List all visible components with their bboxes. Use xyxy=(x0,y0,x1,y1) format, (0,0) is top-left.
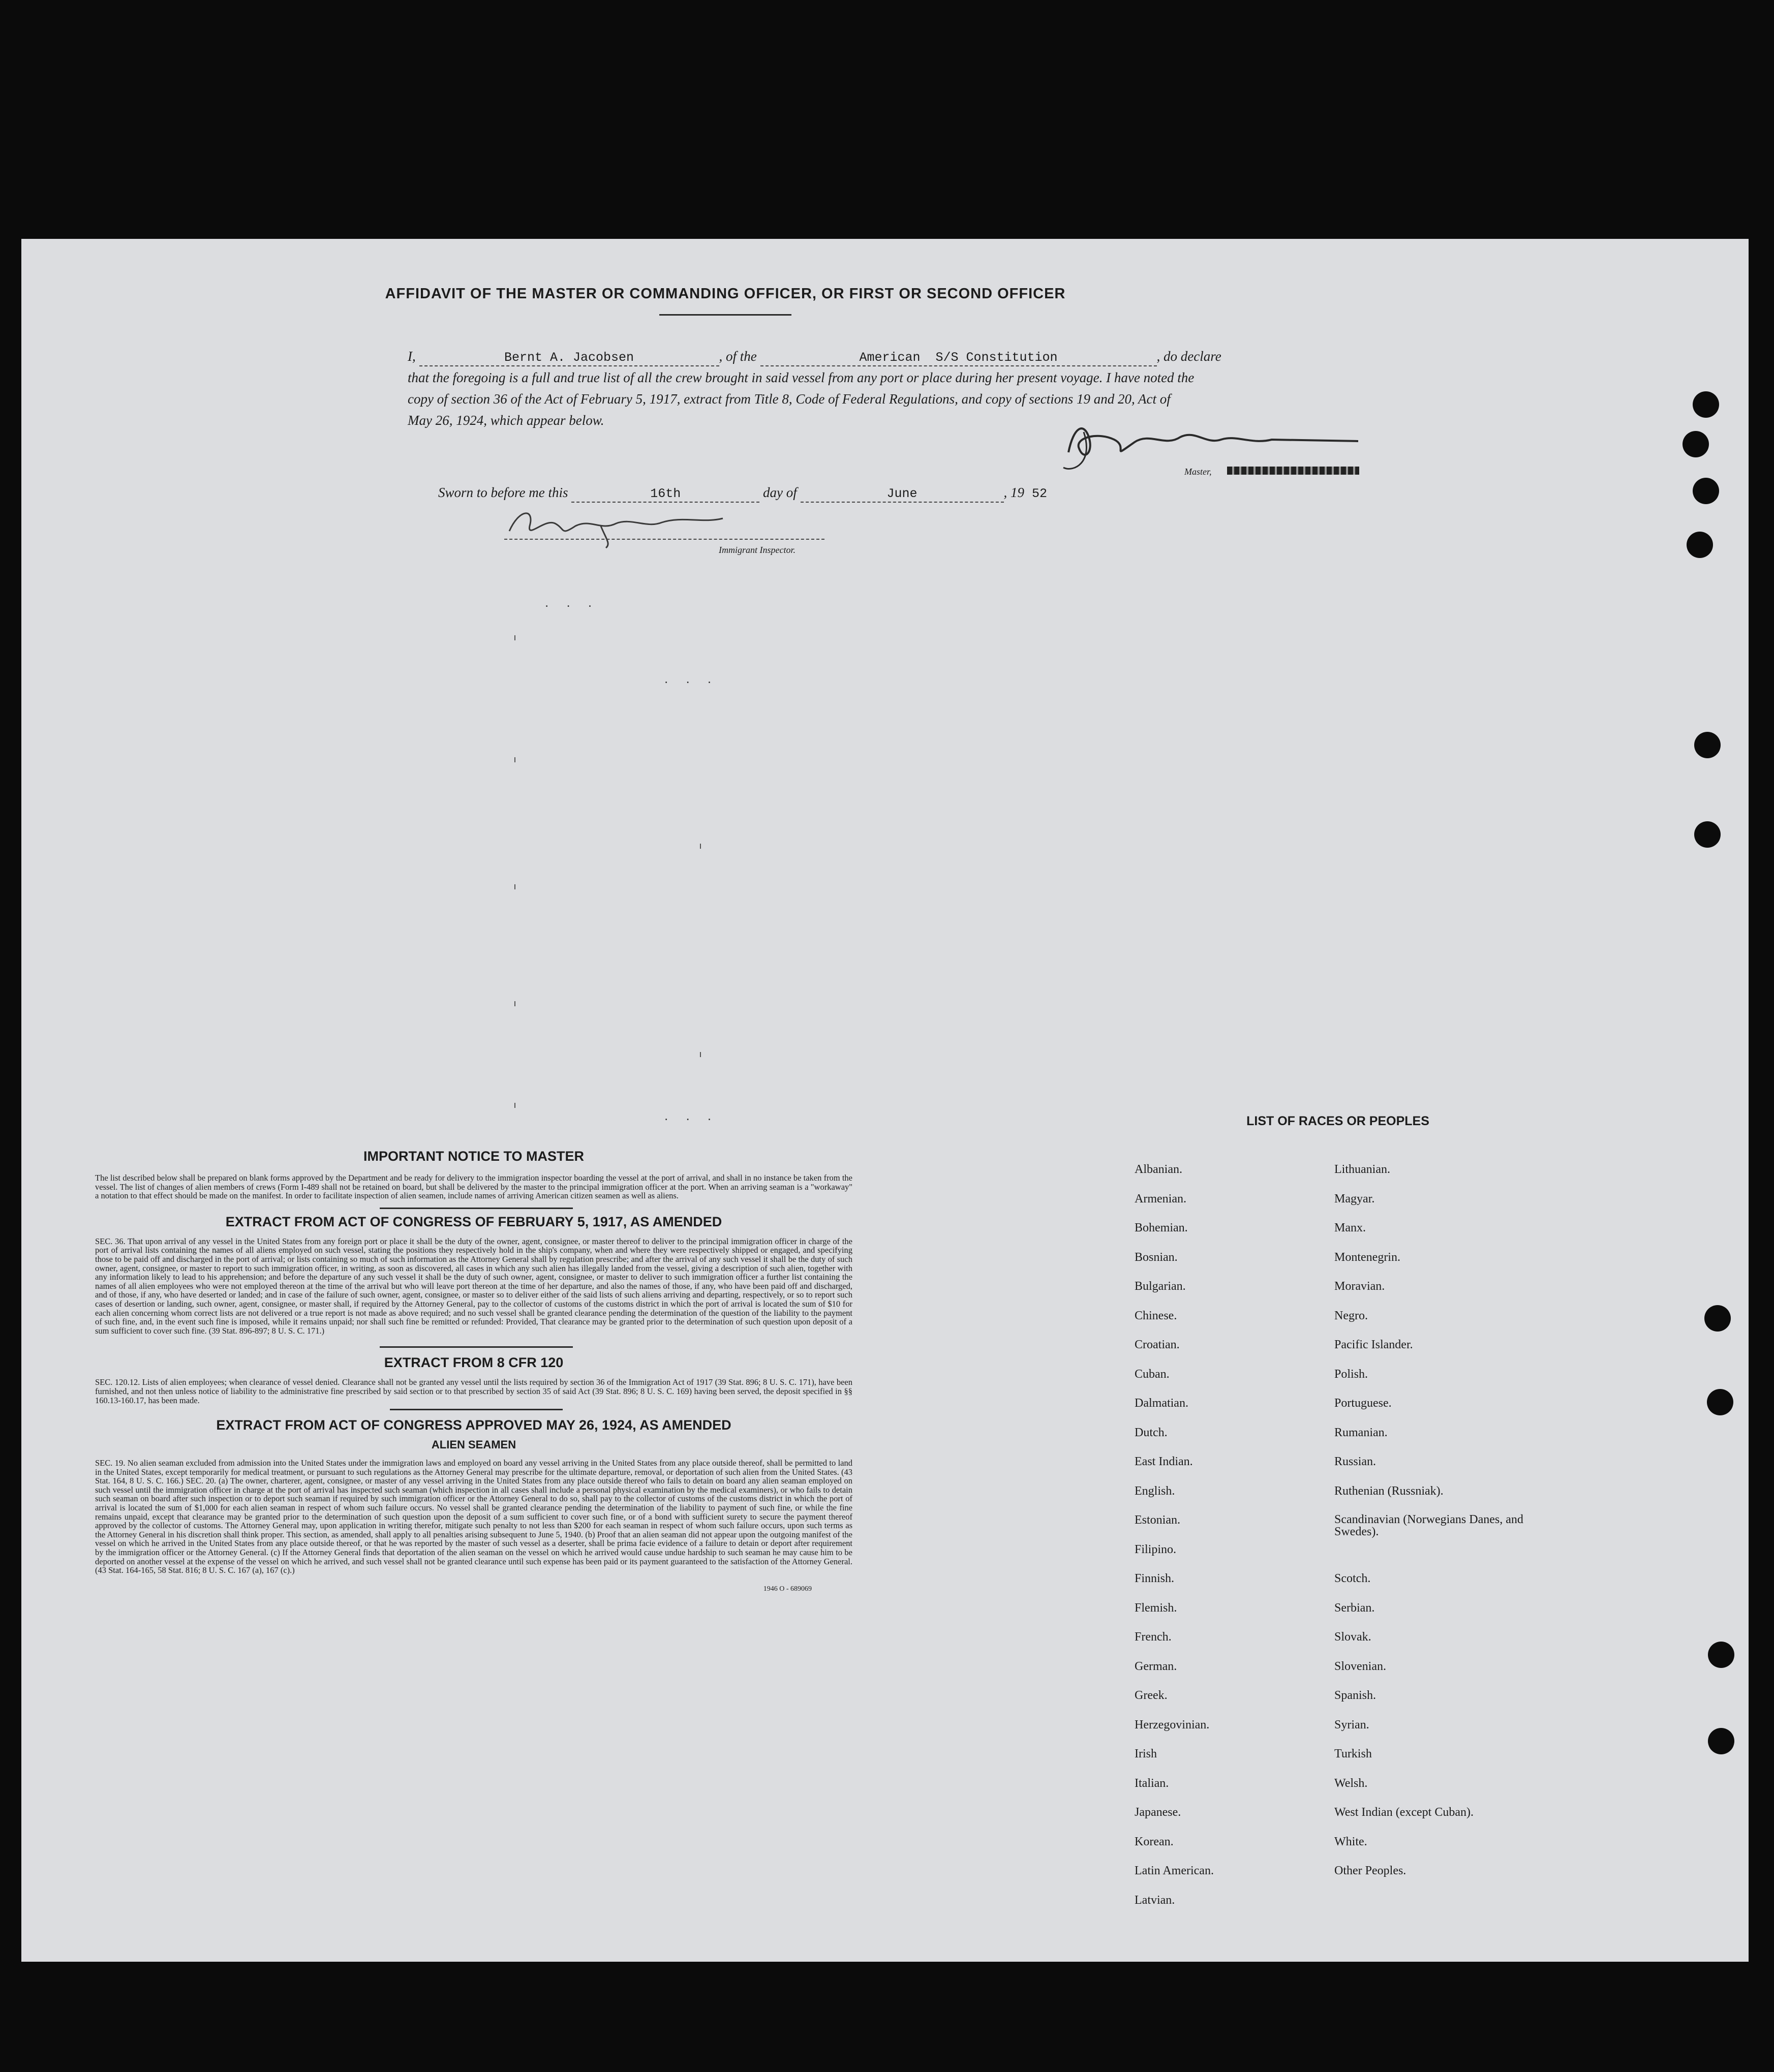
declaration-line-4: May 26, 1924, which appear below. xyxy=(408,413,604,428)
race-left-item: Finnish. xyxy=(1135,1572,1175,1585)
filler-tick xyxy=(514,1103,515,1108)
vessel-name: S/S Constitution xyxy=(935,350,1058,365)
race-right-item: Scandinavian (Norwegians Danes, and Swedes). xyxy=(1334,1513,1523,1538)
race-left-item: German. xyxy=(1135,1659,1177,1673)
extract1-title: EXTRACT FROM ACT OF CONGRESS OF FEBRUARY 5, 1917, AS AMENDED xyxy=(225,1214,722,1229)
filler-tick xyxy=(514,1001,515,1006)
race-right-item: Polish. xyxy=(1334,1367,1368,1381)
race-right-item: West Indian (except Cuban). xyxy=(1334,1806,1474,1819)
race-left-item: Filipino. xyxy=(1135,1542,1177,1556)
notice-rule xyxy=(380,1208,573,1209)
race-left-item: Herzegovinian. xyxy=(1135,1718,1210,1731)
year-prefix: , 19 xyxy=(1003,485,1024,500)
binder-hole xyxy=(1693,478,1719,504)
declaration-line-1 xyxy=(408,346,1389,367)
races-title: LIST OF RACES OR PEOPLES xyxy=(1246,1114,1429,1128)
filler-tick xyxy=(700,844,701,849)
month-field: June xyxy=(801,486,1004,503)
binder-hole xyxy=(1707,1389,1733,1415)
race-right-item: Portuguese. xyxy=(1334,1397,1392,1410)
form-title: AFFIDAVIT OF THE MASTER OR COMMANDING OFFICER, OR FIRST OR SECOND OFFICER xyxy=(385,286,1066,302)
race-right-item: Manx. xyxy=(1334,1221,1366,1234)
race-left-item: Latin American. xyxy=(1135,1864,1214,1877)
race-right-item: Spanish. xyxy=(1334,1689,1377,1702)
binder-hole xyxy=(1687,532,1713,558)
race-left-item: Croatian. xyxy=(1135,1338,1180,1351)
race-left-item: English. xyxy=(1135,1484,1175,1498)
race-right-item: Lithuanian. xyxy=(1334,1163,1390,1176)
race-left-item: Italian. xyxy=(1135,1776,1169,1790)
binder-hole xyxy=(1704,1305,1731,1332)
binder-hole xyxy=(1694,732,1721,758)
declaration-line-3: copy of section 36 of the Act of February 5, 1917, extract from Title 8, Code of Federal Regulations, and copy of sections 19 and 20, Act of xyxy=(408,391,1171,407)
race-left-item: Bulgarian. xyxy=(1135,1280,1186,1293)
day-of-label: day of xyxy=(763,485,797,500)
sworn-line xyxy=(438,482,1150,503)
extract3-title: EXTRACT FROM ACT OF CONGRESS APPROVED MAY 26, 1924, AS AMENDED xyxy=(216,1417,731,1433)
race-left-item: Flemish. xyxy=(1135,1601,1177,1615)
declaration-line-2: that the foregoing is a full and true list of all the crew brought in said vessel from any port or place during her present voyage. I have noted the xyxy=(408,370,1195,385)
race-left-item: Korean. xyxy=(1135,1835,1174,1848)
title-underline xyxy=(659,314,791,316)
extract1-rule xyxy=(380,1346,573,1348)
race-right-item: White. xyxy=(1334,1835,1367,1848)
race-left-item: Dutch. xyxy=(1135,1426,1168,1439)
extract1-text: SEC. 36. That upon arrival of any vessel in the United States from any foreign port or place it shall be the duty of the owner, agent, consignee, or master thereof to deliver to the principal immigration officer in charge of the port of arrival lists containing the names of all aliens employed on such vessel, stating the positions they respectively hold in the ship's company, when and where they were respectively shipped or engaged, and specifying those to be paid off and discharged in the port of arrival; or lists containing so much of such information as the Attorney General shall by regulation prescribe; and after the arrival of any such vessel it shall be the duty of such owner, agent, consignee, or master to report to such immigration officer, in writing, as soon as discovered, all cases in which any such alien has illegally landed from the vessel, giving a description of such alien, together with any information likely to lead to his apprehension; and before the departure of any such vessel it shall be the duty of such owner, agent, consignee, or master to deliver to such immigration officer a further list containing the names of all alien employees who were not employed thereon at the time of the arrival but who will leave port thereon at the time of her departure, and also the names of those, if any, who have been paid off and discharged, and of those, if any, who have deserted or landed; and in case of the failure of such owner, agent, consignee, or master so to deliver either of the said lists of such aliens arriving and departing, respectively, or so to report such cases of desertion or landing, such owner, agent, consignee, or master shall, if required by the Attorney General, pay to the collector of customs of the customs district in which the port of arrival is located the sum of $10 for each alien concerning whom correct lists are not delivered or a true report is not made as above required; and no such vessel shall be granted clearance pending the determination of the question of the liability to the payment of such fine, and, in the event such fine is imposed, while it remains unpaid; nor shall such fine be remitted or refunded: Provided, That clearance may be granted prior to the determination of such question upon deposit of a sum sufficient to cover such fine. (39 Stat. 896-897; 8 U. S. C. 171.) xyxy=(95,1236,852,1336)
race-left-item: Bosnian. xyxy=(1135,1250,1178,1264)
race-left-item: Chinese. xyxy=(1135,1309,1177,1322)
race-right-item: Moravian. xyxy=(1334,1280,1385,1293)
filler-tick xyxy=(514,757,515,762)
extract2-text: SEC. 120.12. Lists of alien employees; when clearance of vessel denied. Clearance shall not be granted any vessel until the lists required by section 36 of the Immigration Act of 1917 (39 Stat. 896; 8 U. S. C. 171), have been furnished, and not then unless notice of liability to the administrative fine prescribed by said section or to that prescribed by section 35 of said Act (39 Stat. 896; 8 U. S. C. 169) having been served, the deposit specified in §§ 160.13-160.17, has been made. xyxy=(95,1377,852,1405)
vessel-field xyxy=(760,350,1157,366)
race-right-item: Other Peoples. xyxy=(1334,1864,1406,1877)
race-right-item: Negro. xyxy=(1334,1309,1368,1322)
extract3-subtitle: ALIEN SEAMEN xyxy=(431,1438,516,1451)
race-right-item: Syrian. xyxy=(1334,1718,1369,1731)
master-label: Master, xyxy=(1184,467,1212,477)
binder-hole xyxy=(1708,1728,1734,1754)
inspector-label: Immigrant Inspector. xyxy=(719,545,796,555)
binder-hole xyxy=(1683,431,1709,457)
affidavit-form-page xyxy=(21,239,1749,1962)
struck-out-title xyxy=(1227,467,1359,475)
race-left-item: Cuban. xyxy=(1135,1367,1170,1381)
race-right-item: Montenegrin. xyxy=(1334,1250,1400,1264)
filler-tick xyxy=(514,884,515,889)
race-left-item: Albanian. xyxy=(1135,1163,1182,1176)
race-right-item: Ruthenian (Russniak). xyxy=(1334,1484,1444,1498)
filler-dots: . . . xyxy=(545,595,599,610)
binder-hole xyxy=(1693,391,1719,418)
sworn-label: Sworn to before me this xyxy=(438,485,568,500)
race-left-item: Irish xyxy=(1135,1747,1157,1760)
race-right-item: Slovak. xyxy=(1334,1630,1371,1644)
notice-section xyxy=(95,1149,852,1593)
vessel-nationality: American xyxy=(859,350,921,365)
filler-tick xyxy=(514,635,515,640)
race-right-item: Magyar. xyxy=(1334,1192,1375,1205)
filler-dots: . . . xyxy=(664,671,719,686)
race-left-item: Armenian. xyxy=(1135,1192,1186,1205)
race-left-item: French. xyxy=(1135,1630,1172,1644)
binder-hole xyxy=(1694,821,1721,848)
race-left-item: Dalmatian. xyxy=(1135,1397,1188,1410)
of-the-label: , of the xyxy=(719,349,757,364)
race-left-item: Latvian. xyxy=(1135,1893,1175,1907)
print-code: 1946 O - 689069 xyxy=(763,1585,812,1593)
extract2-title: EXTRACT FROM 8 CFR 120 xyxy=(384,1355,564,1371)
race-left-item: East Indian. xyxy=(1135,1455,1193,1468)
inspector-line xyxy=(504,539,824,540)
master-name-field: Bernt A. Jacobsen xyxy=(419,350,719,366)
race-left-item: Bohemian. xyxy=(1135,1221,1188,1234)
declaration-i: I, xyxy=(408,349,416,364)
race-right-item: Turkish xyxy=(1334,1747,1372,1760)
race-left-item: Estonian. xyxy=(1135,1513,1180,1527)
year-field: 52 xyxy=(1031,486,1047,501)
inspector-signature xyxy=(499,503,784,549)
race-right-item: Scotch. xyxy=(1334,1572,1371,1585)
extract3-text: SEC. 19. No alien seaman excluded from admission into the United States under the immigration laws and employed on board any vessel arriving in the United States from any place outside thereof, shall be permitted to land in the United States, except temporarily for medical treatment, or pursuant to such regulations as the Attorney General may prescribe for the ultimate departure, removal, or deportation of such alien from the United States. (43 Stat. 164, 8 U. S. C. 166.) SEC. 20. (a) The owner, charterer, agent, consignee, or master of any vessel arriving in the United States from any place outside thereof who fails to detain on board any alien seaman employed on such vessel until the immigration officer in charge at the port of arrival has inspected such seaman (which inspection in all cases shall include a personal physical examination by the medical examiners), or who fails to detain such seaman on board after such inspection or to deport such seaman if required by such immigration officer or the Attorney General to do so, shall pay to the collector of customs of the customs district in which the port of arrival is located the sum of $1,000 for each alien seaman in respect of whom such failure occurs. No vessel shall be granted clearance pending the determination of the liability to payment of such fine, or while the fine remains unpaid, except that clearance may be granted prior to the determination of such question upon the deposit of a sum sufficient to cover such fine, or of a bond with sufficient surety to secure the payment thereof approved by the collector of customs. The Attorney General may, upon application in writing therefor, mitigate such penalty to not less than $200 for each seaman in respect of whom such failure occurs, upon such terms as the Attorney General in his discretion shall think proper. This section, as amended, shall apply to all penalties arising subsequent to June 5, 1940. (b) Proof that an alien seaman did not appear upon the outgoing manifest of the vessel on which he arrived in the United States from any place outside thereof, or that he was reported by the master of such vessel as a deserter, shall be prima facie evidence of a failure to detain or deport after requirement by the immigration officer or the Attorney General. (c) If the Attorney General finds that deportation of the alien seaman on the vessel on which he arrived would cause undue hardship to such seaman he may cause him to be deported on another vessel at the expense of the vessel on which he arrived, and such vessel shall not be granted clearance until such expense has been paid or its payment guaranteed to the satisfaction of the Attorney General. (43 Stat. 164-165, 58 Stat. 816; 8 U. S. C. 167 (a), 167 (c).) xyxy=(95,1458,852,1575)
notice-text: The list described below shall be prepared on blank forms approved by the Department and be ready for delivery to the immigration inspector boarding the vessel at the port of arrival, and shall in no instance be taken from the vessel. The list of changes of alien members of crews (Form I-489 shall not be retained on board, but shall be delivered by the master to the principal immigration officer at the port. When an arriving seaman is a "workaway" a notation to that effect should be made on the manifest. In order to facilitate inspection of alien seamen, include names of arriving American citizen seamen as well as aliens. xyxy=(95,1173,852,1201)
extract2-rule xyxy=(390,1409,563,1410)
day-field: 16th xyxy=(571,486,759,503)
filler-tick xyxy=(700,1052,701,1057)
race-right-item: Rumanian. xyxy=(1334,1426,1388,1439)
filler-dots: . . . xyxy=(664,1108,719,1123)
race-right-item: Slovenian. xyxy=(1334,1659,1386,1673)
race-right-item: Serbian. xyxy=(1334,1601,1375,1615)
race-right-item: Welsh. xyxy=(1334,1776,1368,1790)
notice-title: IMPORTANT NOTICE TO MASTER xyxy=(363,1149,584,1164)
race-left-item: Japanese. xyxy=(1135,1806,1181,1819)
race-right-item: Pacific Islander. xyxy=(1334,1338,1413,1351)
master-signature xyxy=(1053,417,1379,473)
binder-hole xyxy=(1708,1642,1734,1668)
race-left-item: Greek. xyxy=(1135,1689,1168,1702)
do-declare-label: , do declare xyxy=(1156,349,1221,364)
race-right-item: Russian. xyxy=(1334,1455,1377,1468)
